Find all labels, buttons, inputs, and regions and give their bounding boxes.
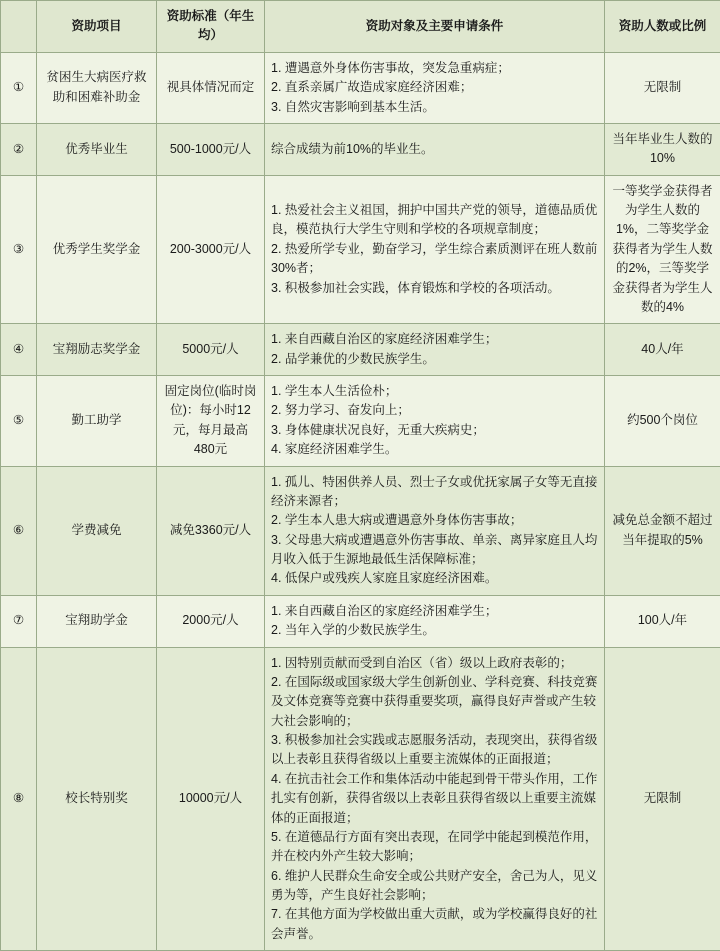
object-line: 3. 父母患大病或遭遇意外伤害事故、单亲、离异家庭且人均月收入低于生源地最低生活保障标准； [271, 531, 598, 570]
row-standard: 5000元/人 [157, 324, 265, 376]
object-line: 4. 低保户或残疾人家庭且家庭经济困难。 [271, 569, 598, 588]
object-line: 2. 在国际级或国家级大学生创新创业、学科竞赛、科技竞赛及文体竞赛等竞赛中获得重要奖项，赢得良好声誉或产生较大社会影响的； [271, 673, 598, 731]
object-line: 综合成绩为前10%的毕业生。 [271, 140, 598, 159]
header-object: 资助对象及主要申请条件 [265, 1, 605, 53]
row-item: 学费减免 [37, 466, 157, 595]
row-standard: 500-1000元/人 [157, 123, 265, 175]
row-index: ⑦ [1, 595, 37, 647]
object-line: 2. 当年入学的少数民族学生。 [271, 621, 598, 640]
object-line: 2. 学生本人患大病或遭遇意外身体伤害事故； [271, 511, 598, 530]
row-object [265, 123, 605, 175]
table-row [1, 324, 720, 376]
row-item: 贫困生大病医疗救助和困难补助金 [37, 52, 157, 123]
row-object [265, 595, 605, 647]
row-index: ① [1, 52, 37, 123]
table-row [1, 647, 720, 951]
object-line: 3. 积极参加社会实践或志愿服务活动，表现突出，获得省级以上表彰且获得省级以上重要主流媒体的正面报道； [271, 731, 598, 770]
row-item: 优秀学生奖学金 [37, 175, 157, 324]
row-object [265, 466, 605, 595]
object-line: 2. 努力学习、奋发向上； [271, 401, 598, 420]
object-line: 5. 在道德品行方面有突出表现，在同学中能起到模范作用，并在校内外产生较大影响； [271, 828, 598, 867]
row-index: ⑧ [1, 647, 37, 951]
object-line: 1. 来自西藏自治区的家庭经济困难学生； [271, 602, 598, 621]
object-line: 2. 热爱所学专业，勤奋学习，学生综合素质测评在班人数前30%者； [271, 240, 598, 279]
table-row [1, 466, 720, 595]
row-item: 勤工助学 [37, 376, 157, 467]
row-item: 优秀毕业生 [37, 123, 157, 175]
row-index: ② [1, 123, 37, 175]
row-item: 校长特别奖 [37, 647, 157, 951]
row-index: ④ [1, 324, 37, 376]
row-quota: 约500个岗位 [605, 376, 720, 467]
object-line: 1. 学生本人生活俭朴； [271, 382, 598, 401]
row-quota: 无限制 [605, 52, 720, 123]
table-row [1, 595, 720, 647]
row-standard: 10000元/人 [157, 647, 265, 951]
row-standard: 200-3000元/人 [157, 175, 265, 324]
row-quota: 无限制 [605, 647, 720, 951]
header-row [1, 1, 720, 53]
row-object [265, 647, 605, 951]
header-standard: 资助标准（年生均） [157, 1, 265, 53]
row-quota: 一等奖学金获得者为学生人数的1%，二等奖学金获得者为学生人数的2%，三等奖学金获得者为学生人数的4% [605, 175, 720, 324]
object-line: 2. 品学兼优的少数民族学生。 [271, 350, 598, 369]
row-object [265, 52, 605, 123]
table-body [1, 52, 720, 950]
table-row [1, 123, 720, 175]
row-item: 宝翔助学金 [37, 595, 157, 647]
object-line: 1. 来自西藏自治区的家庭经济困难学生； [271, 330, 598, 349]
row-object [265, 324, 605, 376]
row-standard: 2000元/人 [157, 595, 265, 647]
table-row [1, 376, 720, 467]
object-line: 3. 身体健康状况良好，无重大疾病史； [271, 421, 598, 440]
header-quota: 资助人数或比例 [605, 1, 720, 53]
row-object [265, 175, 605, 324]
row-quota: 减免总金额不超过当年提取的5% [605, 466, 720, 595]
object-line: 3. 自然灾害影响到基本生活。 [271, 98, 598, 117]
object-line: 1. 因特别贡献而受到自治区（省）级以上政府表彰的； [271, 654, 598, 673]
row-index: ⑤ [1, 376, 37, 467]
object-line: 6. 维护人民群众生命安全或公共财产安全，舍己为人，见义勇为等，产生良好社会影响； [271, 867, 598, 906]
row-standard: 视具体情况而定 [157, 52, 265, 123]
header-item: 资助项目 [37, 1, 157, 53]
object-line: 1. 热爱社会主义祖国，拥护中国共产党的领导，道德品质优良，模范执行大学生守则和学校的各项规章制度； [271, 201, 598, 240]
row-item: 宝翔励志奖学金 [37, 324, 157, 376]
row-object [265, 376, 605, 467]
object-line: 1. 孤儿、特困供养人员、烈士子女或优抚家属子女等无直接经济来源者； [271, 473, 598, 512]
row-quota: 40人/年 [605, 324, 720, 376]
object-line: 7. 在其他方面为学校做出重大贡献，或为学校赢得良好的社会声誉。 [271, 905, 598, 944]
table-header [1, 1, 720, 53]
header-index [1, 1, 37, 53]
row-index: ③ [1, 175, 37, 324]
row-quota: 100人/年 [605, 595, 720, 647]
row-quota: 当年毕业生人数的10% [605, 123, 720, 175]
row-index: ⑥ [1, 466, 37, 595]
row-standard: 减免3360元/人 [157, 466, 265, 595]
object-line: 3. 积极参加社会实践，体育锻炼和学校的各项活动。 [271, 279, 598, 298]
table-row [1, 175, 720, 324]
table-row [1, 52, 720, 123]
row-standard: 固定岗位(临时岗位)：每小时12元，每月最高480元 [157, 376, 265, 467]
object-line: 2. 直系亲属广故造成家庭经济困难； [271, 78, 598, 97]
object-line: 4. 在抗击社会工作和集体活动中能起到骨干带头作用，工作扎实有创新，获得省级以上表彰且获得省级以上重要主流媒体的正面报道； [271, 770, 598, 828]
object-line: 4. 家庭经济困难学生。 [271, 440, 598, 459]
object-line: 1. 遭遇意外身体伤害事故，突发急重病症； [271, 59, 598, 78]
